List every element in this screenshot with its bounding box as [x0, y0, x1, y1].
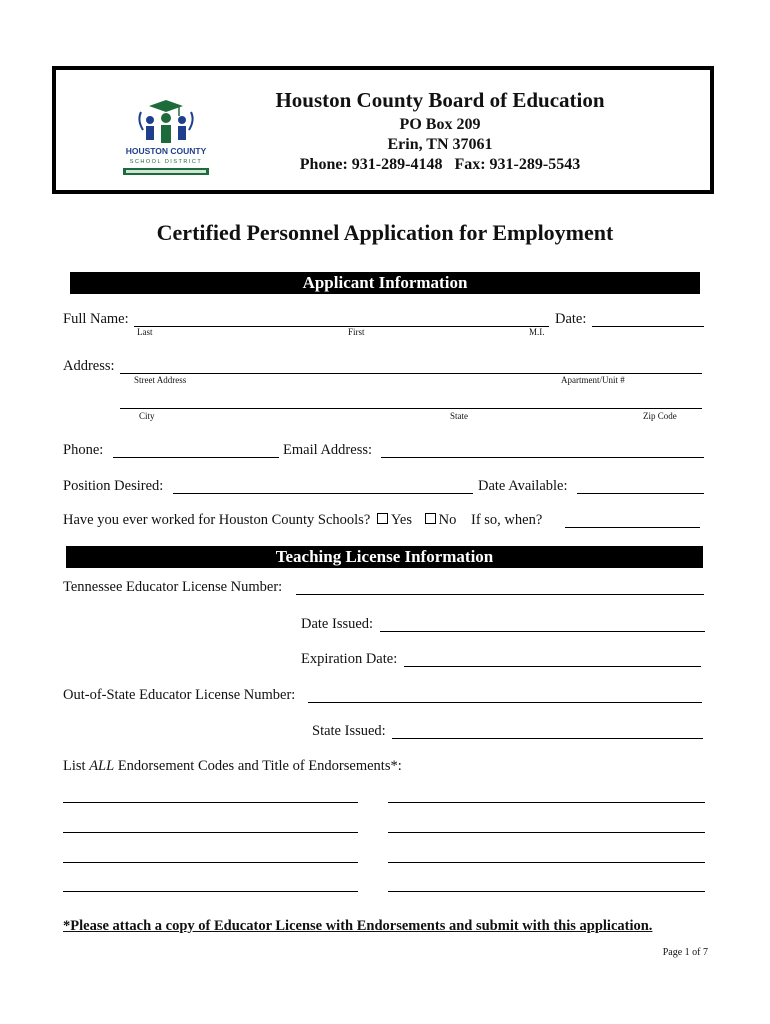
org-city-state: Erin, TN 37061 — [387, 136, 493, 153]
endorsement-line[interactable] — [63, 802, 358, 803]
zip-caption: Zip Code — [643, 411, 677, 421]
endorsement-line[interactable] — [63, 832, 358, 833]
email-label: Email Address: — [283, 442, 373, 458]
position-desired-label: Position Desired: — [63, 478, 164, 494]
tn-license-number-field[interactable] — [296, 594, 704, 595]
endorsements-prefix: List — [63, 758, 90, 774]
full-name-field[interactable] — [134, 326, 549, 327]
endorsement-line[interactable] — [388, 862, 705, 863]
expiration-date-label: Expiration Date: — [301, 651, 398, 667]
yes-label: Yes — [390, 512, 412, 528]
worked-before-text: Have you ever worked for Houston County Schools? — [63, 512, 371, 528]
endorsement-line[interactable] — [388, 891, 705, 892]
logo-text-top: HOUSTON COUNTY — [125, 146, 207, 156]
email-field[interactable] — [381, 457, 704, 458]
endorsement-line[interactable] — [63, 862, 358, 863]
endorsement-line[interactable] — [63, 891, 358, 892]
date-available-label: Date Available: — [478, 478, 568, 494]
endorsements-suffix: Endorsement Codes and Title of Endorsements*: — [114, 758, 402, 774]
endorsements-all: ALL — [89, 758, 115, 774]
endorsements-label — [63, 758, 402, 775]
endorsement-line[interactable] — [388, 832, 705, 833]
org-name: Houston County Board of Education — [275, 88, 605, 112]
phone-field[interactable] — [113, 457, 279, 458]
tn-license-number-label: Tennessee Educator License Number: — [63, 579, 283, 595]
date-label: Date: — [555, 311, 587, 327]
date-available-field[interactable] — [577, 493, 704, 494]
logo-text-bottom: SCHOOL DISTRICT — [129, 159, 203, 165]
state-caption: State — [450, 411, 468, 421]
position-desired-field[interactable] — [173, 493, 473, 494]
endorsement-line[interactable] — [388, 802, 705, 803]
yes-checkbox[interactable] — [377, 513, 388, 524]
page-number: Page 1 of 7 — [662, 947, 708, 958]
street-address-field[interactable] — [120, 373, 702, 374]
worked-when-field[interactable] — [565, 527, 700, 528]
full-name-label: Full Name: — [63, 311, 129, 327]
date-issued-field[interactable] — [380, 631, 705, 632]
phone-label: Phone: — [63, 442, 104, 458]
worked-before-question — [63, 512, 542, 529]
out-of-state-license-field[interactable] — [308, 702, 702, 703]
date-issued-label: Date Issued: — [301, 616, 374, 632]
expiration-date-field[interactable] — [404, 666, 701, 667]
section-applicant-information: Applicant Information — [70, 272, 700, 294]
address-label: Address: — [63, 358, 115, 374]
state-issued-label: State Issued: — [312, 723, 386, 739]
state-issued-field[interactable] — [392, 738, 703, 739]
street-address-caption: Street Address — [134, 375, 187, 385]
first-name-caption: First — [348, 327, 365, 337]
date-field[interactable] — [592, 326, 704, 327]
last-name-caption: Last — [137, 327, 153, 337]
no-checkbox[interactable] — [425, 513, 436, 524]
city-state-zip-field[interactable] — [120, 408, 702, 409]
form-title: Certified Personnel Application for Employment — [156, 220, 614, 245]
district-logo — [117, 100, 215, 180]
city-caption: City — [139, 411, 155, 421]
out-of-state-license-label: Out-of-State Educator License Number: — [63, 687, 296, 703]
org-phone-fax: Phone: 931-289-4148 Fax: 931-289-5543 — [299, 156, 581, 173]
attach-license-note: *Please attach a copy of Educator License with Endorsements and submit with this application. — [63, 918, 653, 934]
org-po-box: PO Box 209 — [399, 116, 481, 133]
apartment-caption: Apartment/Unit # — [561, 375, 625, 385]
middle-initial-caption: M.I. — [529, 327, 545, 337]
if-so-label: If so, when? — [470, 512, 543, 528]
section-teaching-license: Teaching License Information — [66, 546, 703, 568]
no-label: No — [438, 512, 457, 528]
